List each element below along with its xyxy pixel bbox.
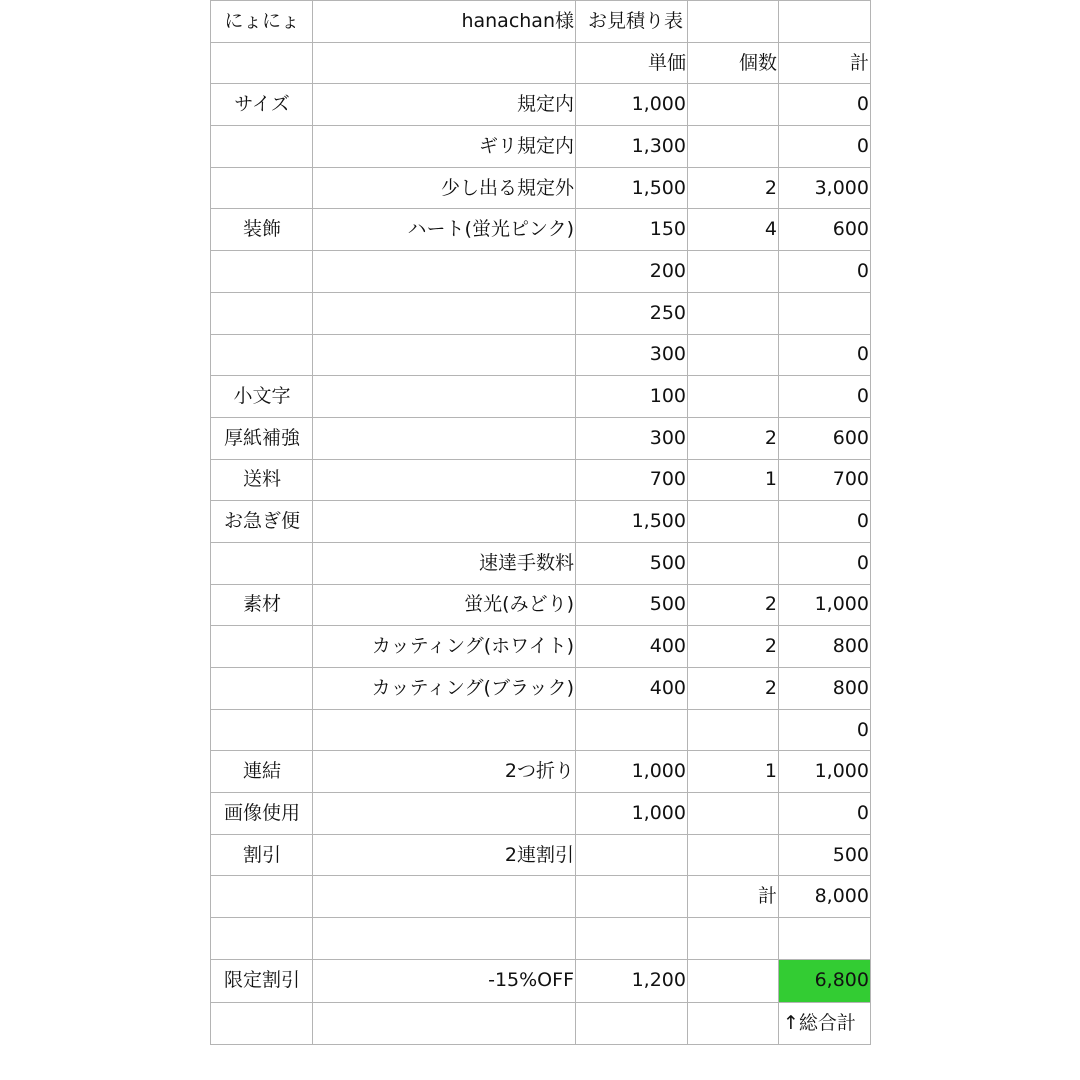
table-cell[interactable] [211, 292, 313, 334]
table-cell[interactable] [688, 542, 779, 584]
table-cell[interactable] [688, 251, 779, 293]
table-cell[interactable] [211, 876, 313, 918]
table-cell[interactable]: ギリ規定内 [313, 126, 576, 168]
table-cell[interactable]: 0 [779, 709, 871, 751]
table-cell[interactable]: 素材 [211, 584, 313, 626]
table-row [211, 626, 871, 668]
table-cell[interactable]: 0 [779, 84, 871, 126]
table-cell[interactable]: 300 [576, 334, 688, 376]
table-cell[interactable]: 画像使用 [211, 793, 313, 835]
table-cell[interactable]: 1,000 [576, 84, 688, 126]
table-cell[interactable] [313, 376, 576, 418]
table-cell[interactable]: 小文字 [211, 376, 313, 418]
table-row [211, 668, 871, 710]
table-cell[interactable]: 1,000 [779, 751, 871, 793]
table-row [211, 126, 871, 168]
table-cell[interactable]: 1,000 [779, 584, 871, 626]
table-row [211, 1002, 871, 1044]
table-cell[interactable] [688, 1, 779, 43]
table-row [211, 251, 871, 293]
table-cell[interactable]: 150 [576, 209, 688, 251]
table-cell[interactable] [211, 626, 313, 668]
table-cell[interactable]: 200 [576, 251, 688, 293]
table-row [211, 417, 871, 459]
table-cell[interactable] [576, 876, 688, 918]
table-cell[interactable]: 1,500 [576, 501, 688, 543]
table-cell[interactable] [211, 709, 313, 751]
table-row [211, 167, 871, 209]
table-cell[interactable]: 700 [779, 459, 871, 501]
table-cell[interactable] [688, 334, 779, 376]
table-cell[interactable] [313, 417, 576, 459]
table-cell[interactable] [688, 126, 779, 168]
table-cell[interactable]: 2 [688, 417, 779, 459]
table-cell[interactable]: 100 [576, 376, 688, 418]
table-row [211, 42, 871, 84]
table-cell[interactable]: 250 [576, 292, 688, 334]
table-cell[interactable] [211, 1002, 313, 1044]
table-cell[interactable] [211, 42, 313, 84]
table-cell[interactable]: 0 [779, 334, 871, 376]
grand-total-label[interactable]: ↑総合計 [779, 1002, 871, 1044]
table-cell[interactable] [779, 1, 871, 43]
table-row [211, 793, 871, 835]
table-cell[interactable]: お急ぎ便 [211, 501, 313, 543]
table-cell[interactable] [313, 459, 576, 501]
table-cell[interactable] [688, 376, 779, 418]
table-cell[interactable]: 400 [576, 626, 688, 668]
table-cell[interactable]: 限定割引 [211, 959, 313, 1002]
table-cell[interactable] [779, 292, 871, 334]
table-row [211, 1, 871, 43]
table-cell[interactable]: 500 [576, 584, 688, 626]
table-cell[interactable]: 500 [576, 542, 688, 584]
table-cell[interactable]: 個数 [688, 42, 779, 84]
table-row [211, 459, 871, 501]
table-cell[interactable]: 速達手数料 [313, 542, 576, 584]
table-cell[interactable]: 2つ折り [313, 751, 576, 793]
table-cell[interactable] [688, 918, 779, 960]
table-cell[interactable] [313, 292, 576, 334]
table-cell[interactable]: 600 [779, 417, 871, 459]
table-cell[interactable] [576, 1002, 688, 1044]
table-row [211, 376, 871, 418]
table-cell[interactable]: 300 [576, 417, 688, 459]
table-cell[interactable]: 800 [779, 668, 871, 710]
table-row [211, 918, 871, 960]
table-cell[interactable] [313, 251, 576, 293]
table-cell[interactable]: hanachan様 [313, 1, 576, 43]
table-cell[interactable] [211, 542, 313, 584]
table-cell[interactable]: 厚紙補強 [211, 417, 313, 459]
table-cell[interactable]: にょにょ [211, 1, 313, 43]
table-cell[interactable] [688, 834, 779, 876]
table-cell[interactable] [576, 918, 688, 960]
table-cell[interactable]: 送料 [211, 459, 313, 501]
table-cell[interactable]: 装飾 [211, 209, 313, 251]
table-cell[interactable] [688, 709, 779, 751]
table-cell[interactable]: 0 [779, 376, 871, 418]
table-cell[interactable]: 1 [688, 751, 779, 793]
table-cell[interactable]: 0 [779, 251, 871, 293]
table-cell[interactable] [211, 251, 313, 293]
table-cell[interactable] [688, 84, 779, 126]
grand-total-cell[interactable]: 6,800 [779, 959, 871, 1002]
table-row [211, 751, 871, 793]
table-cell[interactable]: カッティング(ホワイト) [313, 626, 576, 668]
table-cell[interactable]: 1,000 [576, 751, 688, 793]
table-cell[interactable]: 2連割引 [313, 834, 576, 876]
table-cell[interactable]: 2 [688, 584, 779, 626]
table-cell[interactable]: 0 [779, 793, 871, 835]
table-cell[interactable]: 2 [688, 167, 779, 209]
table-cell[interactable] [313, 1002, 576, 1044]
table-cell[interactable] [211, 334, 313, 376]
table-cell[interactable] [688, 959, 779, 1002]
table-cell[interactable]: 計 [779, 42, 871, 84]
table-cell[interactable] [313, 793, 576, 835]
table-cell[interactable] [211, 126, 313, 168]
table-cell[interactable]: 蛍光(みどり) [313, 584, 576, 626]
table-cell[interactable] [313, 42, 576, 84]
table-cell[interactable]: 1 [688, 459, 779, 501]
table-cell[interactable]: 0 [779, 542, 871, 584]
table-cell[interactable]: 2 [688, 626, 779, 668]
table-cell[interactable]: 4 [688, 209, 779, 251]
table-cell[interactable]: カッティング(ブラック) [313, 668, 576, 710]
table-cell[interactable]: 連結 [211, 751, 313, 793]
table-cell[interactable]: 400 [576, 668, 688, 710]
table-cell[interactable]: 700 [576, 459, 688, 501]
table-cell[interactable]: 1,300 [576, 126, 688, 168]
subtotal-value[interactable]: 8,000 [779, 876, 871, 918]
table-cell[interactable]: 単価 [576, 42, 688, 84]
table-cell[interactable]: 2 [688, 668, 779, 710]
table-cell[interactable]: 0 [779, 501, 871, 543]
table-cell[interactable] [779, 918, 871, 960]
table-cell[interactable]: 規定内 [313, 84, 576, 126]
table-row [211, 876, 871, 918]
estimate-table [210, 0, 871, 1045]
table-row [211, 209, 871, 251]
table-row [211, 959, 871, 1002]
table-cell[interactable] [313, 709, 576, 751]
table-row [211, 501, 871, 543]
table-cell[interactable]: サイズ [211, 84, 313, 126]
table-cell[interactable] [211, 918, 313, 960]
table-cell[interactable]: 1,000 [576, 793, 688, 835]
table-cell[interactable]: 800 [779, 626, 871, 668]
table-cell[interactable]: 600 [779, 209, 871, 251]
table-cell[interactable]: 1,200 [576, 959, 688, 1002]
table-row [211, 834, 871, 876]
table-cell[interactable]: ハート(蛍光ピンク) [313, 209, 576, 251]
table-row [211, 84, 871, 126]
subtotal-label[interactable]: 計 [688, 876, 779, 918]
table-cell[interactable] [313, 918, 576, 960]
table-cell[interactable] [688, 501, 779, 543]
table-cell[interactable] [313, 501, 576, 543]
table-cell[interactable] [313, 334, 576, 376]
table-cell[interactable] [576, 834, 688, 876]
table-row [211, 292, 871, 334]
table-cell[interactable]: 0 [779, 126, 871, 168]
table-cell[interactable]: 1,500 [576, 167, 688, 209]
table-cell[interactable] [576, 709, 688, 751]
table-row [211, 584, 871, 626]
table-cell[interactable]: 少し出る規定外 [313, 167, 576, 209]
table-cell[interactable]: 3,000 [779, 167, 871, 209]
table-cell[interactable]: お見積り表 [576, 1, 688, 43]
table-cell[interactable] [211, 167, 313, 209]
table-cell[interactable] [688, 793, 779, 835]
table-cell[interactable]: 500 [779, 834, 871, 876]
table-cell[interactable] [313, 876, 576, 918]
table-row [211, 542, 871, 584]
table-cell[interactable] [211, 668, 313, 710]
table-row [211, 334, 871, 376]
table-cell[interactable] [688, 1002, 779, 1044]
table-cell[interactable]: -15%OFF [313, 959, 576, 1002]
table-row [211, 709, 871, 751]
table-cell[interactable]: 割引 [211, 834, 313, 876]
table-cell[interactable] [688, 292, 779, 334]
